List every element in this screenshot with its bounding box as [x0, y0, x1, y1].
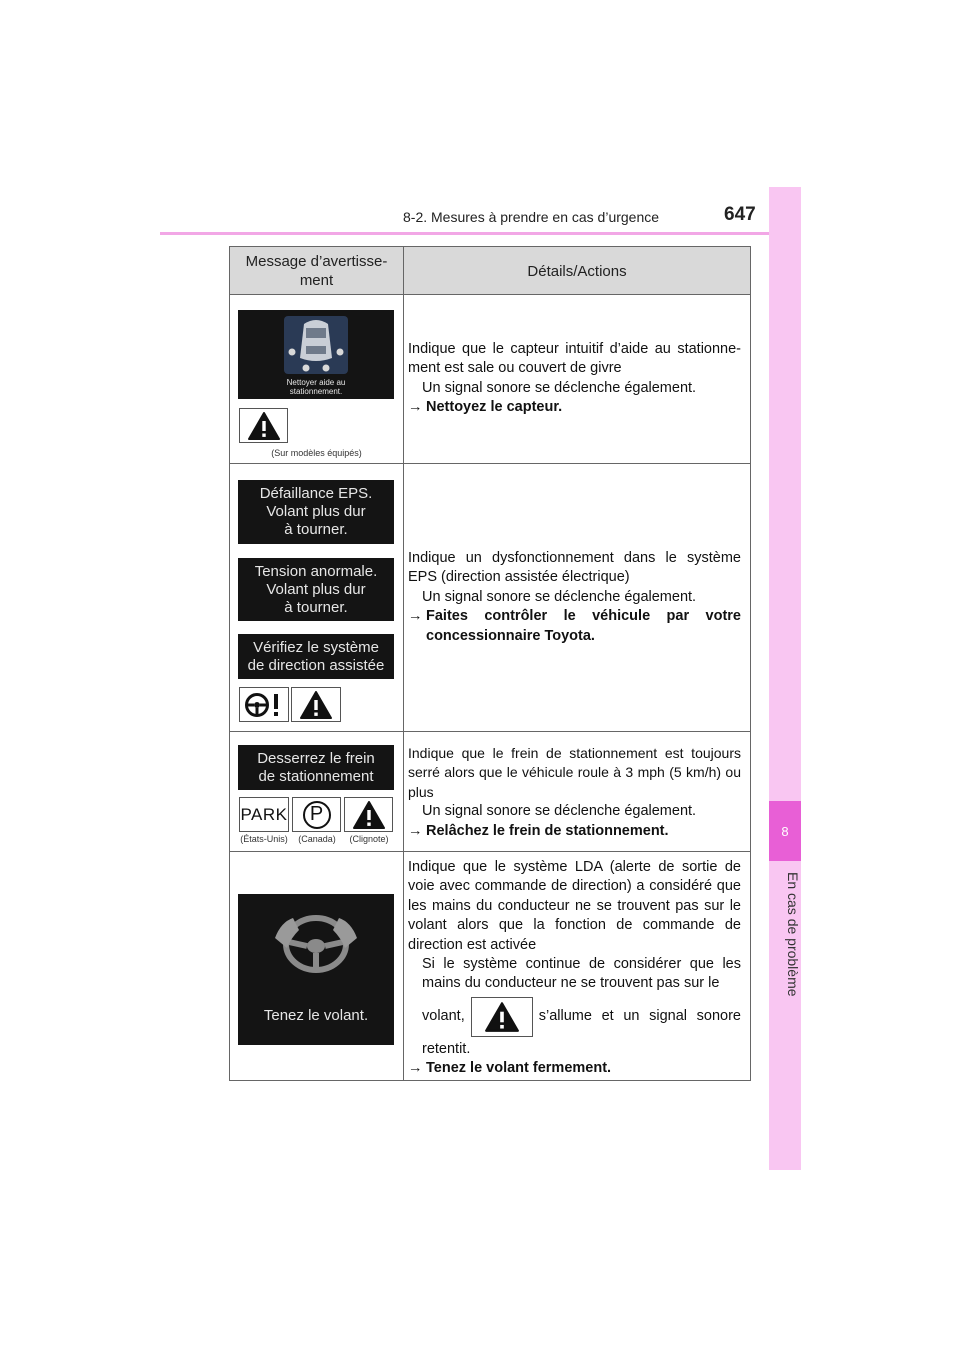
warning-indicator [239, 408, 288, 443]
description: Indique un dysfonctionnement dans le système EPS (direction assistée électrique) [408, 550, 741, 586]
action: → Nettoyez le capteur. [408, 398, 741, 417]
warning-indicator [291, 687, 341, 722]
warning-triangle-icon [247, 411, 281, 441]
sub-note-inline: volant, s’allume et un signal sonore [408, 994, 741, 1040]
arrow-icon: → [408, 1060, 423, 1077]
header-rule [160, 232, 801, 235]
action: → Tenez le volant fermement. [408, 1059, 741, 1078]
hold-wheel-screen [238, 894, 394, 1045]
hands-on-wheel-icon [271, 908, 361, 974]
sub-note: Si le système continue de considérer que les mains du conducteur ne se trouvent pas sur le [422, 956, 741, 992]
warning-triangle-icon [299, 690, 333, 720]
section-title: 8-2. Mesures à prendre en cas d’urgence [403, 209, 660, 225]
warning-triangle-icon [352, 800, 386, 830]
column-header-message: Message d’avertisse- ment [245, 253, 388, 289]
sub-note: Un signal sonore se déclenche également. [422, 803, 697, 820]
description: Indique que le système LDA (alerte de sortie de voie avec commande de direction) a considéré que les mains du conducteur ne se trouvent pas sur le volant alors que la fonction de commande de direction est activée [408, 859, 741, 953]
check-steering-message: Vérifiez le système de direction assistée [238, 634, 394, 679]
release-brake-message: Desserrez le frein de stationnement [238, 745, 394, 790]
parking-assist-screen [238, 310, 394, 399]
park-indicator-canada [292, 797, 341, 832]
eps-failure-message: Défaillance EPS. Volant plus dur à tourner. [238, 480, 394, 544]
row-divider [229, 463, 751, 464]
screen-message: Nettoyer aide au stationnement. [286, 378, 346, 396]
caption-us: (États-Unis) [240, 834, 288, 844]
park-indicator-us: PARK [239, 797, 289, 832]
row-divider [229, 294, 751, 295]
parking-brake-icon: P [303, 801, 331, 829]
sub-note: Un signal sonore se déclenche également. [422, 588, 697, 605]
caption-canada: (Canada) [298, 834, 336, 844]
page-number: 647 [724, 204, 756, 225]
abnormal-voltage-message: Tension anormale. Volant plus dur à tourner. [238, 558, 394, 621]
description: Indique que le frein de stationnement est toujours serré alors que le véhicule roule à 3 mph (5 km/h) ou plus [408, 745, 741, 800]
action: → Faites contrôler le véhicule par votre concessionnaire Toyota. [408, 607, 741, 646]
sub-note-end: retentit. [422, 1040, 471, 1057]
caption-blink: (Clignote) [349, 834, 389, 844]
steering-warning-icon [243, 691, 285, 719]
equipment-note: (Sur modèles équipés) [271, 448, 362, 458]
warning-indicator [471, 997, 533, 1037]
description: Indique que le capteur intuitif d’aide au stationne-ment est sale ou couvert de givre [408, 341, 741, 377]
eps-indicator [239, 687, 289, 722]
chapter-tab[interactable]: 8 [769, 801, 801, 861]
arrow-icon: → [408, 608, 423, 625]
arrow-icon: → [408, 822, 423, 839]
row-details [408, 744, 741, 841]
screen-message: Tenez le volant. [263, 1007, 369, 1024]
action: → Relâchez le frein de stationnement. [408, 822, 741, 841]
warning-triangle-icon [484, 1001, 520, 1033]
warning-indicator-blink [344, 797, 393, 832]
row-details [408, 340, 741, 418]
row-divider [229, 851, 751, 852]
chapter-label: En cas de problème [785, 872, 801, 997]
car-top-view-icon [276, 314, 356, 376]
sub-note: Un signal sonore se déclenche également. [422, 379, 697, 396]
column-header-details: Détails/Actions [527, 263, 627, 280]
column-divider [403, 246, 404, 1081]
row-divider [229, 731, 751, 732]
row-details [408, 549, 741, 646]
row-details [408, 858, 741, 1079]
arrow-icon: → [408, 399, 423, 416]
